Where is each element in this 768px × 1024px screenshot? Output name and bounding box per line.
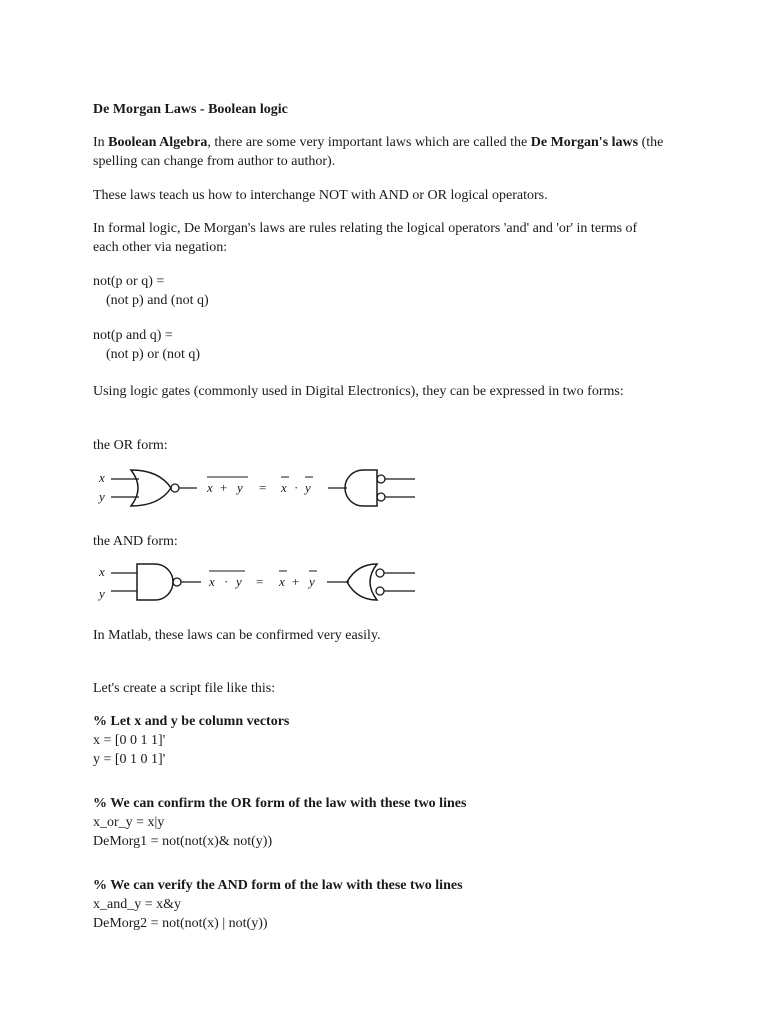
doc-title: De Morgan Laws - Boolean logic xyxy=(93,102,288,117)
and-input-y-label: y xyxy=(99,586,105,601)
intro-text-3: (the spelling can change from author to author). xyxy=(93,135,664,169)
or-form-diagram xyxy=(93,464,423,514)
or-gate-inverted-inputs-icon xyxy=(347,564,377,600)
and-form-diagram xyxy=(93,558,423,608)
intro-bold-de-morgans-laws: De Morgan's laws xyxy=(530,135,639,150)
code-2-line-2: DeMorg1 = not(not(x)& not(y)) xyxy=(93,834,273,849)
and-rhs-op: + xyxy=(292,574,300,589)
and-lhs-op: · xyxy=(224,574,229,589)
and-lhs-x: x xyxy=(209,574,215,589)
law-2 xyxy=(93,326,683,364)
code-2-comment: % We can confirm the OR form of the law with these two lines xyxy=(93,796,467,811)
code-block-3 xyxy=(93,876,683,933)
or-rhs-op: · xyxy=(294,480,299,495)
script-intro-paragraph: Let's create a script file like this: xyxy=(93,681,276,696)
code-3-line-1: x_and_y = x&y xyxy=(93,897,181,912)
formal-paragraph: In formal logic, De Morgan's laws are rules relating the logical operators 'and' and 'or' in terms of each other via negation: xyxy=(93,221,638,255)
and-rhs-y: y xyxy=(309,574,315,589)
code-1-comment: % Let x and y be column vectors xyxy=(93,714,290,729)
or-input-x-label: x xyxy=(99,470,105,485)
intro-text-1: In xyxy=(93,135,109,150)
or-lhs-x: x xyxy=(207,480,213,495)
code-3-comment: % We can verify the AND form of the law with these two lines xyxy=(93,878,463,893)
code-2-line-1: x_or_y = x|y xyxy=(93,815,165,830)
intro-paragraph xyxy=(93,133,683,171)
code-1-line-1: x = [0 0 1 1]' xyxy=(93,733,166,748)
code-block-1 xyxy=(93,712,683,769)
and-equals: = xyxy=(256,574,264,589)
or-rhs-y: y xyxy=(305,480,311,495)
law-2-line-2: (not p) or (not q) xyxy=(106,347,201,362)
or-equals: = xyxy=(259,480,267,495)
nand-gate-icon xyxy=(137,564,173,600)
or-form-label: the OR form: xyxy=(93,438,168,453)
or-lhs-op: + xyxy=(220,480,228,495)
law-2-line-1: not(p and q) = xyxy=(93,328,173,343)
and-rhs-x: x xyxy=(279,574,285,589)
intro-text-2: , there are some very important laws which are called the xyxy=(207,135,531,150)
intro-bold-boolean-algebra: Boolean Algebra xyxy=(108,135,208,150)
or-rhs-x: x xyxy=(281,480,287,495)
nor-gate-icon xyxy=(131,470,171,506)
or-lhs-y: y xyxy=(237,480,243,495)
law-1-line-2: (not p) and (not q) xyxy=(106,293,209,308)
code-1-line-2: y = [0 1 0 1]' xyxy=(93,752,166,767)
law-1-line-1: not(p or q) = xyxy=(93,274,165,289)
code-block-2 xyxy=(93,794,683,851)
gates-intro-paragraph: Using logic gates (commonly used in Digital Electronics), they can be expressed in two forms: xyxy=(93,384,624,399)
code-3-line-2: DeMorg2 = not(not(x) | not(y)) xyxy=(93,916,268,931)
and-lhs-y: y xyxy=(236,574,242,589)
or-input-y-label: y xyxy=(99,489,105,504)
and-form-label: the AND form: xyxy=(93,534,178,549)
and-gate-inverted-inputs-icon xyxy=(345,470,377,506)
teach-paragraph: These laws teach us how to interchange NOT with AND or OR logical operators. xyxy=(93,188,548,203)
matlab-paragraph: In Matlab, these laws can be confirmed very easily. xyxy=(93,628,381,643)
law-1 xyxy=(93,272,683,310)
and-input-x-label: x xyxy=(99,564,105,579)
